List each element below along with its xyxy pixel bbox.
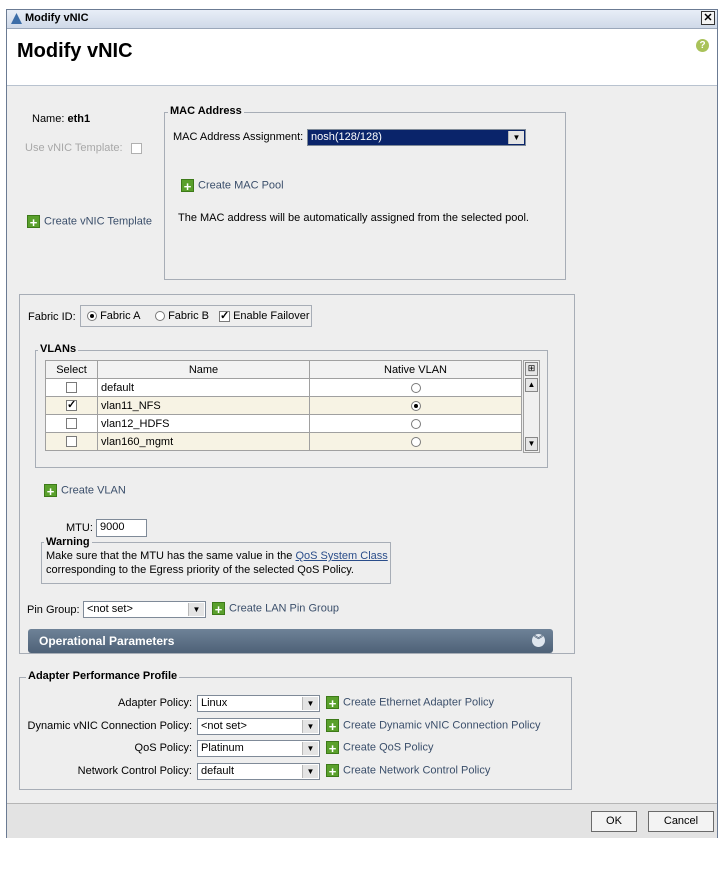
fabric-b-radio[interactable] [155, 311, 165, 321]
mac-assignment-select[interactable]: nosh(128/128) ▼ [307, 129, 526, 146]
vlan-table [45, 360, 522, 451]
scroll-up-icon[interactable]: ▲ [525, 378, 538, 392]
create-dynamic-vnic-policy-link[interactable]: + Create Dynamic vNIC Connection Policy [326, 719, 540, 732]
vlan-select-checkbox[interactable] [66, 436, 77, 447]
name-value: eth1 [67, 113, 91, 125]
close-button[interactable]: ✕ [701, 11, 715, 25]
network-group [19, 294, 575, 654]
vlan-select-checkbox[interactable] [66, 400, 77, 411]
native-vlan-radio[interactable] [411, 383, 421, 393]
adapter-performance-group [19, 670, 572, 790]
help-icon[interactable]: ? [696, 39, 709, 52]
chevron-down-icon: ▼ [302, 742, 318, 755]
add-icon: + [326, 764, 339, 777]
vlan-select-checkbox[interactable] [66, 418, 77, 429]
mac-address-legend: MAC Address [170, 105, 242, 117]
add-icon: + [326, 741, 339, 754]
cancel-button[interactable]: Cancel [648, 811, 714, 832]
chevron-down-icon: ▼ [508, 131, 524, 144]
warning-group [41, 536, 391, 584]
dynamic-vnic-policy-label: Dynamic vNIC Connection Policy: [27, 720, 192, 732]
vlan-name: vlan12_HDFS [98, 415, 310, 433]
scroll-down-icon[interactable]: ▼ [525, 437, 538, 451]
add-icon: + [181, 179, 194, 192]
operational-parameters-label: Operational Parameters [39, 634, 175, 648]
page-title: Modify vNIC [17, 40, 133, 62]
chevron-down-icon: ▼ [188, 603, 204, 616]
create-vlan-link[interactable]: + Create VLAN [44, 484, 126, 497]
fabric-a-option[interactable]: Fabric A [87, 310, 140, 322]
column-header-native-vlan[interactable]: Native VLAN [310, 361, 522, 379]
use-template-checkbox[interactable] [131, 143, 142, 154]
chevron-down-icon: ▼ [302, 720, 318, 733]
vlan-name: vlan160_mgmt [98, 433, 310, 451]
fabric-id-label: Fabric ID: [28, 311, 76, 323]
native-vlan-radio[interactable] [411, 401, 421, 411]
create-vnic-template-link[interactable]: + Create vNIC Template [27, 215, 152, 228]
table-row[interactable] [46, 379, 522, 397]
app-icon [11, 13, 22, 24]
title-bar [7, 10, 717, 29]
ok-button[interactable]: OK [591, 811, 637, 832]
vlans-group [35, 343, 548, 468]
qos-policy-label: QoS Policy: [134, 742, 192, 754]
operational-parameters-bar[interactable] [28, 629, 553, 653]
warning-line-2: corresponding to the Egress priority of the selected QoS Policy. [46, 564, 354, 576]
expand-icon[interactable]: ︾ [533, 635, 543, 645]
fabric-a-radio[interactable] [87, 311, 97, 321]
chevron-down-icon: ▼ [302, 697, 318, 710]
create-ethernet-adapter-policy-link[interactable]: + Create Ethernet Adapter Policy [326, 696, 494, 709]
dynamic-vnic-policy-select[interactable]: <not set> ▼ [197, 718, 320, 735]
modify-vnic-dialog [6, 9, 718, 838]
pin-group-select[interactable]: <not set> ▼ [83, 601, 206, 618]
add-icon: + [326, 696, 339, 709]
qos-system-class-link[interactable]: QoS System Class [295, 550, 388, 562]
column-header-select[interactable]: Select [46, 361, 98, 379]
create-qos-policy-link[interactable]: + Create QoS Policy [326, 741, 433, 754]
add-icon: + [27, 215, 40, 228]
pin-group-label: Pin Group: [27, 604, 80, 616]
adapter-policy-select[interactable]: Linux ▼ [197, 695, 320, 712]
vlan-name: default [98, 379, 310, 397]
enable-failover-option[interactable]: ✓ Enable Failover [219, 310, 310, 322]
warning-line-1: Make sure that the MTU has the same value in the QoS System Class [46, 550, 388, 562]
dialog-header [7, 29, 717, 86]
fabric-b-option[interactable]: Fabric B [155, 310, 209, 322]
warning-legend: Warning [46, 536, 90, 548]
window-title: Modify vNIC [25, 12, 89, 24]
adapter-performance-legend: Adapter Performance Profile [28, 670, 178, 682]
add-icon: + [212, 602, 225, 615]
vlan-table-scrollbar[interactable] [523, 360, 540, 453]
name-label: Name: [32, 113, 65, 125]
network-control-policy-label: Network Control Policy: [77, 765, 192, 777]
qos-policy-select[interactable]: Platinum ▼ [197, 740, 320, 757]
column-header-name[interactable]: Name [98, 361, 310, 379]
network-control-policy-select[interactable]: default ▼ [197, 763, 320, 780]
create-lan-pin-group-link[interactable]: + Create LAN Pin Group [212, 602, 339, 615]
adapter-policy-label: Adapter Policy: [118, 697, 192, 709]
native-vlan-radio[interactable] [411, 437, 421, 447]
name-field [32, 113, 90, 125]
mtu-label: MTU: [66, 522, 93, 534]
enable-failover-checkbox[interactable] [219, 311, 230, 322]
vlan-select-checkbox[interactable] [66, 382, 77, 393]
vlans-legend: VLANs [40, 343, 77, 355]
column-chooser-icon[interactable]: ⊞ [525, 362, 538, 376]
create-mac-pool-link[interactable]: + Create MAC Pool [181, 179, 284, 192]
table-row[interactable] [46, 415, 522, 433]
mac-address-group [164, 105, 566, 280]
table-row[interactable] [46, 433, 522, 451]
use-template-label: Use vNIC Template: [25, 142, 123, 154]
native-vlan-radio[interactable] [411, 419, 421, 429]
add-icon: + [44, 484, 57, 497]
mac-assignment-label: MAC Address Assignment: [173, 131, 304, 143]
vlan-name: vlan11_NFS [98, 397, 310, 415]
add-icon: + [326, 719, 339, 732]
dialog-footer [7, 803, 717, 838]
create-network-control-policy-link[interactable]: + Create Network Control Policy [326, 764, 490, 777]
mtu-input[interactable]: 9000 [96, 519, 147, 537]
fabric-id-options [80, 305, 312, 327]
table-row[interactable] [46, 397, 522, 415]
use-template-row [25, 142, 142, 154]
chevron-down-icon: ▼ [302, 765, 318, 778]
mac-info-text: The MAC address will be automatically assigned from the selected pool. [178, 212, 529, 224]
